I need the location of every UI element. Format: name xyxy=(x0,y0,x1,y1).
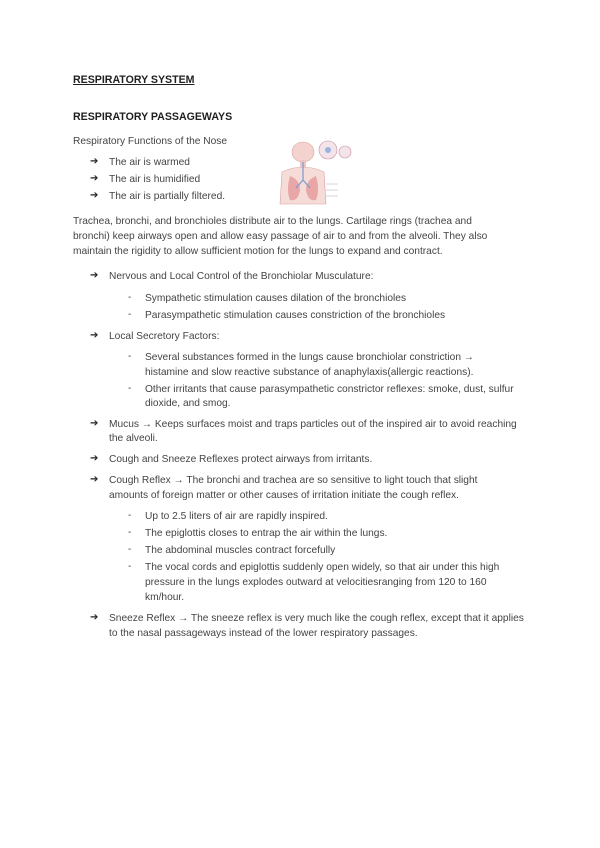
arrow-bullet-icon: ➔ xyxy=(90,190,99,201)
mucus-line: Mucus → Keeps surfaces moist and traps particles out of the inspired air to avoid reaching xyxy=(109,419,517,430)
dash-bullet: - xyxy=(128,561,132,572)
cough-line: amounts of foreign matter or other causes of irritation initiate the cough reflex. xyxy=(109,490,459,501)
sneeze-line: Sneeze Reflex → The sneeze reflex is very much like the cough reflex, except that it applies xyxy=(109,613,524,624)
cough-sub: The vocal cords and epiglottis suddenly open widely, so that air under this high xyxy=(145,562,500,573)
intro-line: bronchi) keep airways open and allow easy passage of air to and from the alveoli. They also xyxy=(73,231,488,242)
secretory-sub: Several substances formed in the lungs cause bronchiolar constriction → xyxy=(145,352,474,363)
arrow-bullet-icon: ➔ xyxy=(90,453,99,464)
nose-item: The air is humidified xyxy=(109,174,201,185)
cough-sub: km/hour. xyxy=(145,592,185,603)
intro-line: maintain the rigidity to allow sufficient motion for the lungs to expand and contract. xyxy=(73,246,443,257)
cough-line: Cough Reflex → The bronchi and trachea are so sensitive to light touch that slight xyxy=(109,475,478,486)
intro-line: Trachea, bronchi, and bronchioles distribute air to the lungs. Cartilage rings (trachea and xyxy=(73,216,472,227)
sneeze-line: to the nasal passageways instead of the lower respiratory passages. xyxy=(109,628,418,639)
secretory-sub: histamine and slow reactive substance of anaphylaxis(allergic reactions). xyxy=(145,367,474,378)
arrow-bullet-icon: ➔ xyxy=(90,474,99,485)
section-heading: RESPIRATORY PASSAGEWAYS xyxy=(73,111,233,123)
dash-bullet: - xyxy=(128,527,132,538)
nose-item: The air is warmed xyxy=(109,157,190,168)
dash-bullet: - xyxy=(128,351,132,362)
arrow-bullet-icon: ➔ xyxy=(90,330,99,341)
mucus-line: the alveoli. xyxy=(109,433,158,444)
arrow-bullet-icon: ➔ xyxy=(90,612,99,623)
dash-bullet: - xyxy=(128,544,132,555)
nervous-label: Nervous and Local Control of the Bronchiolar Musculature: xyxy=(109,271,374,282)
arrow-bullet-icon: ➔ xyxy=(90,270,99,281)
nervous-sub: Sympathetic stimulation causes dilation of the bronchioles xyxy=(145,293,407,304)
respiratory-anatomy-figure xyxy=(268,138,352,206)
nose-heading: Respiratory Functions of the Nose xyxy=(73,136,228,147)
dash-bullet: - xyxy=(128,383,132,394)
nose-item: The air is partially filtered. xyxy=(109,191,226,202)
dash-bullet: - xyxy=(128,292,132,303)
secretory-sub: Other irritants that cause parasympathetic constrictor reflexes: smoke, dust, sulfur xyxy=(145,384,514,395)
secretory-label: Local Secretory Factors: xyxy=(109,331,220,342)
cough-sub: pressure in the lungs explodes outward at velocitiesranging from 120 to 160 xyxy=(145,577,487,588)
arrow-bullet-icon: ➔ xyxy=(90,173,99,184)
document-title: RESPIRATORY SYSTEM xyxy=(73,74,195,86)
cough-sub: The abdominal muscles contract forcefully xyxy=(145,545,336,556)
cough-sub: Up to 2.5 liters of air are rapidly inspired. xyxy=(145,511,328,522)
arrow-bullet-icon: ➔ xyxy=(90,156,99,167)
dash-bullet: - xyxy=(128,309,132,320)
cough-sneeze-line: Cough and Sneeze Reflexes protect airways from irritants. xyxy=(109,454,373,465)
nervous-sub: Parasympathetic stimulation causes constriction of the bronchioles xyxy=(145,310,446,321)
arrow-bullet-icon: ➔ xyxy=(90,418,99,429)
cough-sub: The epiglottis closes to entrap the air within the lungs. xyxy=(145,528,388,539)
secretory-sub: dioxide, and smog. xyxy=(145,398,231,409)
dash-bullet: - xyxy=(128,510,132,521)
